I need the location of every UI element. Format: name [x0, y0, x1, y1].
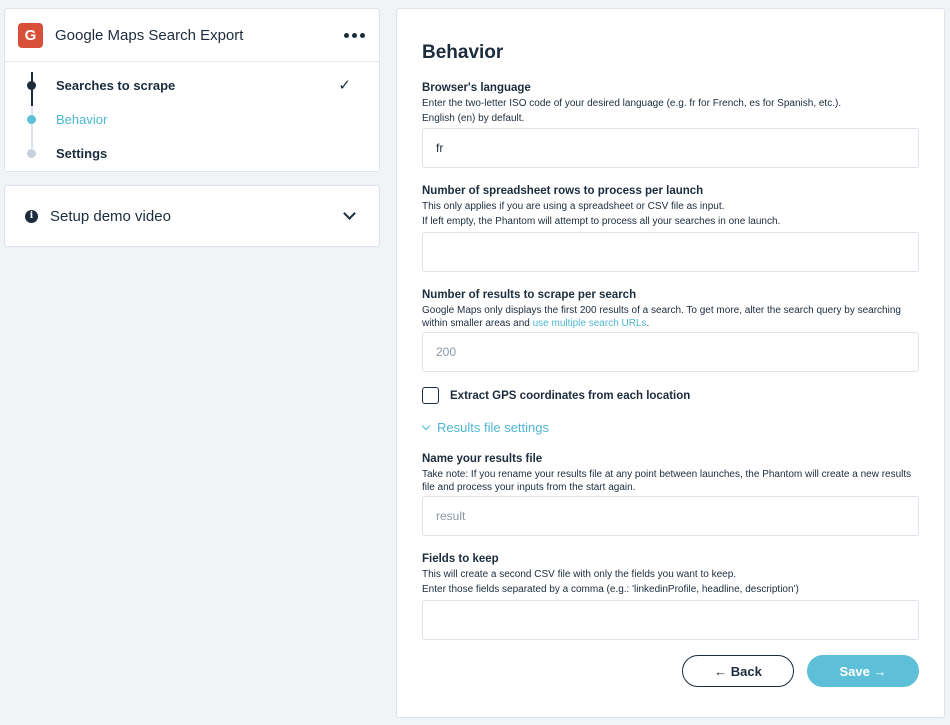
step-list	[5, 62, 379, 170]
results-per-search-input[interactable]	[422, 332, 919, 372]
setup-demo-video-toggle[interactable]	[4, 185, 380, 247]
step-dot	[27, 81, 36, 90]
step-dot	[27, 115, 36, 124]
multiple-search-urls-link[interactable]: use multiple search URLs	[532, 318, 647, 329]
step-label: Settings	[56, 145, 108, 161]
steps-card	[4, 8, 380, 172]
results-help: Google Maps only displays the first 200 results of a search. To get more, alter the search query by searching	[422, 305, 901, 316]
filename-help: Take note: If you rename your results file at any point between launches, the Phantom will create a new results	[422, 469, 912, 480]
more-dots-icon[interactable]	[344, 33, 367, 38]
filename-help-line2: file and process your inputs from the start again.	[422, 482, 636, 493]
app-logo: G	[18, 23, 43, 48]
results-file-settings-label: Results file settings	[437, 420, 549, 435]
fields-to-keep-input[interactable]	[422, 600, 919, 640]
checkmark-icon: ✓	[338, 77, 351, 94]
app-header	[5, 9, 379, 62]
chevron-down-icon	[422, 421, 430, 429]
step-label: Behavior	[56, 111, 108, 127]
language-help-default: English (en) by default.	[422, 113, 525, 124]
fields-label: Fields to keep	[422, 553, 499, 565]
results-help-line2: within smaller areas and use multiple search URLs.	[422, 318, 650, 329]
chevron-down-icon	[343, 207, 356, 220]
behavior-form-panel	[396, 8, 945, 718]
rows-per-launch-input[interactable]	[422, 232, 919, 272]
language-input[interactable]	[422, 128, 919, 168]
back-button[interactable]: ← Back	[682, 655, 794, 687]
rows-label: Number of spreadsheet rows to process per launch	[422, 185, 704, 197]
gps-checkbox[interactable]	[422, 387, 439, 404]
filename-label: Name your results file	[422, 453, 543, 465]
info-icon: i	[25, 210, 38, 223]
gps-option[interactable]	[422, 387, 690, 404]
step-behavior[interactable]	[5, 102, 379, 136]
fields-help: This will create a second CSV file with only the fields you want to keep.	[422, 569, 737, 580]
app-title: Google Maps Search Export	[55, 26, 244, 44]
rows-help: This only applies if you are using a spreadsheet or CSV file as input.	[422, 201, 725, 212]
step-settings[interactable]	[5, 136, 379, 170]
step-searches-to-scrape[interactable]	[5, 68, 379, 102]
results-label: Number of results to scrape per search	[422, 289, 637, 301]
step-dot	[27, 149, 36, 158]
language-label: Browser's language	[422, 82, 531, 94]
rows-help-empty: If left empty, the Phantom will attempt to process all your searches in one launch.	[422, 216, 781, 227]
fields-help-line2: Enter those fields separated by a comma (e.g.: 'linkedinProfile, headline, description')	[422, 584, 799, 595]
step-label: Searches to scrape	[56, 77, 176, 93]
language-help: Enter the two-letter ISO code of your desired language (e.g. fr for French, es for Spanish, etc.).	[422, 98, 842, 109]
results-file-settings-toggle[interactable]	[422, 420, 549, 435]
page-title: Behavior	[422, 42, 504, 63]
demo-video-label: Setup demo video	[50, 207, 171, 225]
gps-checkbox-label: Extract GPS coordinates from each location	[450, 389, 691, 402]
save-button[interactable]: Save →	[807, 655, 919, 687]
results-filename-input[interactable]	[422, 496, 919, 536]
